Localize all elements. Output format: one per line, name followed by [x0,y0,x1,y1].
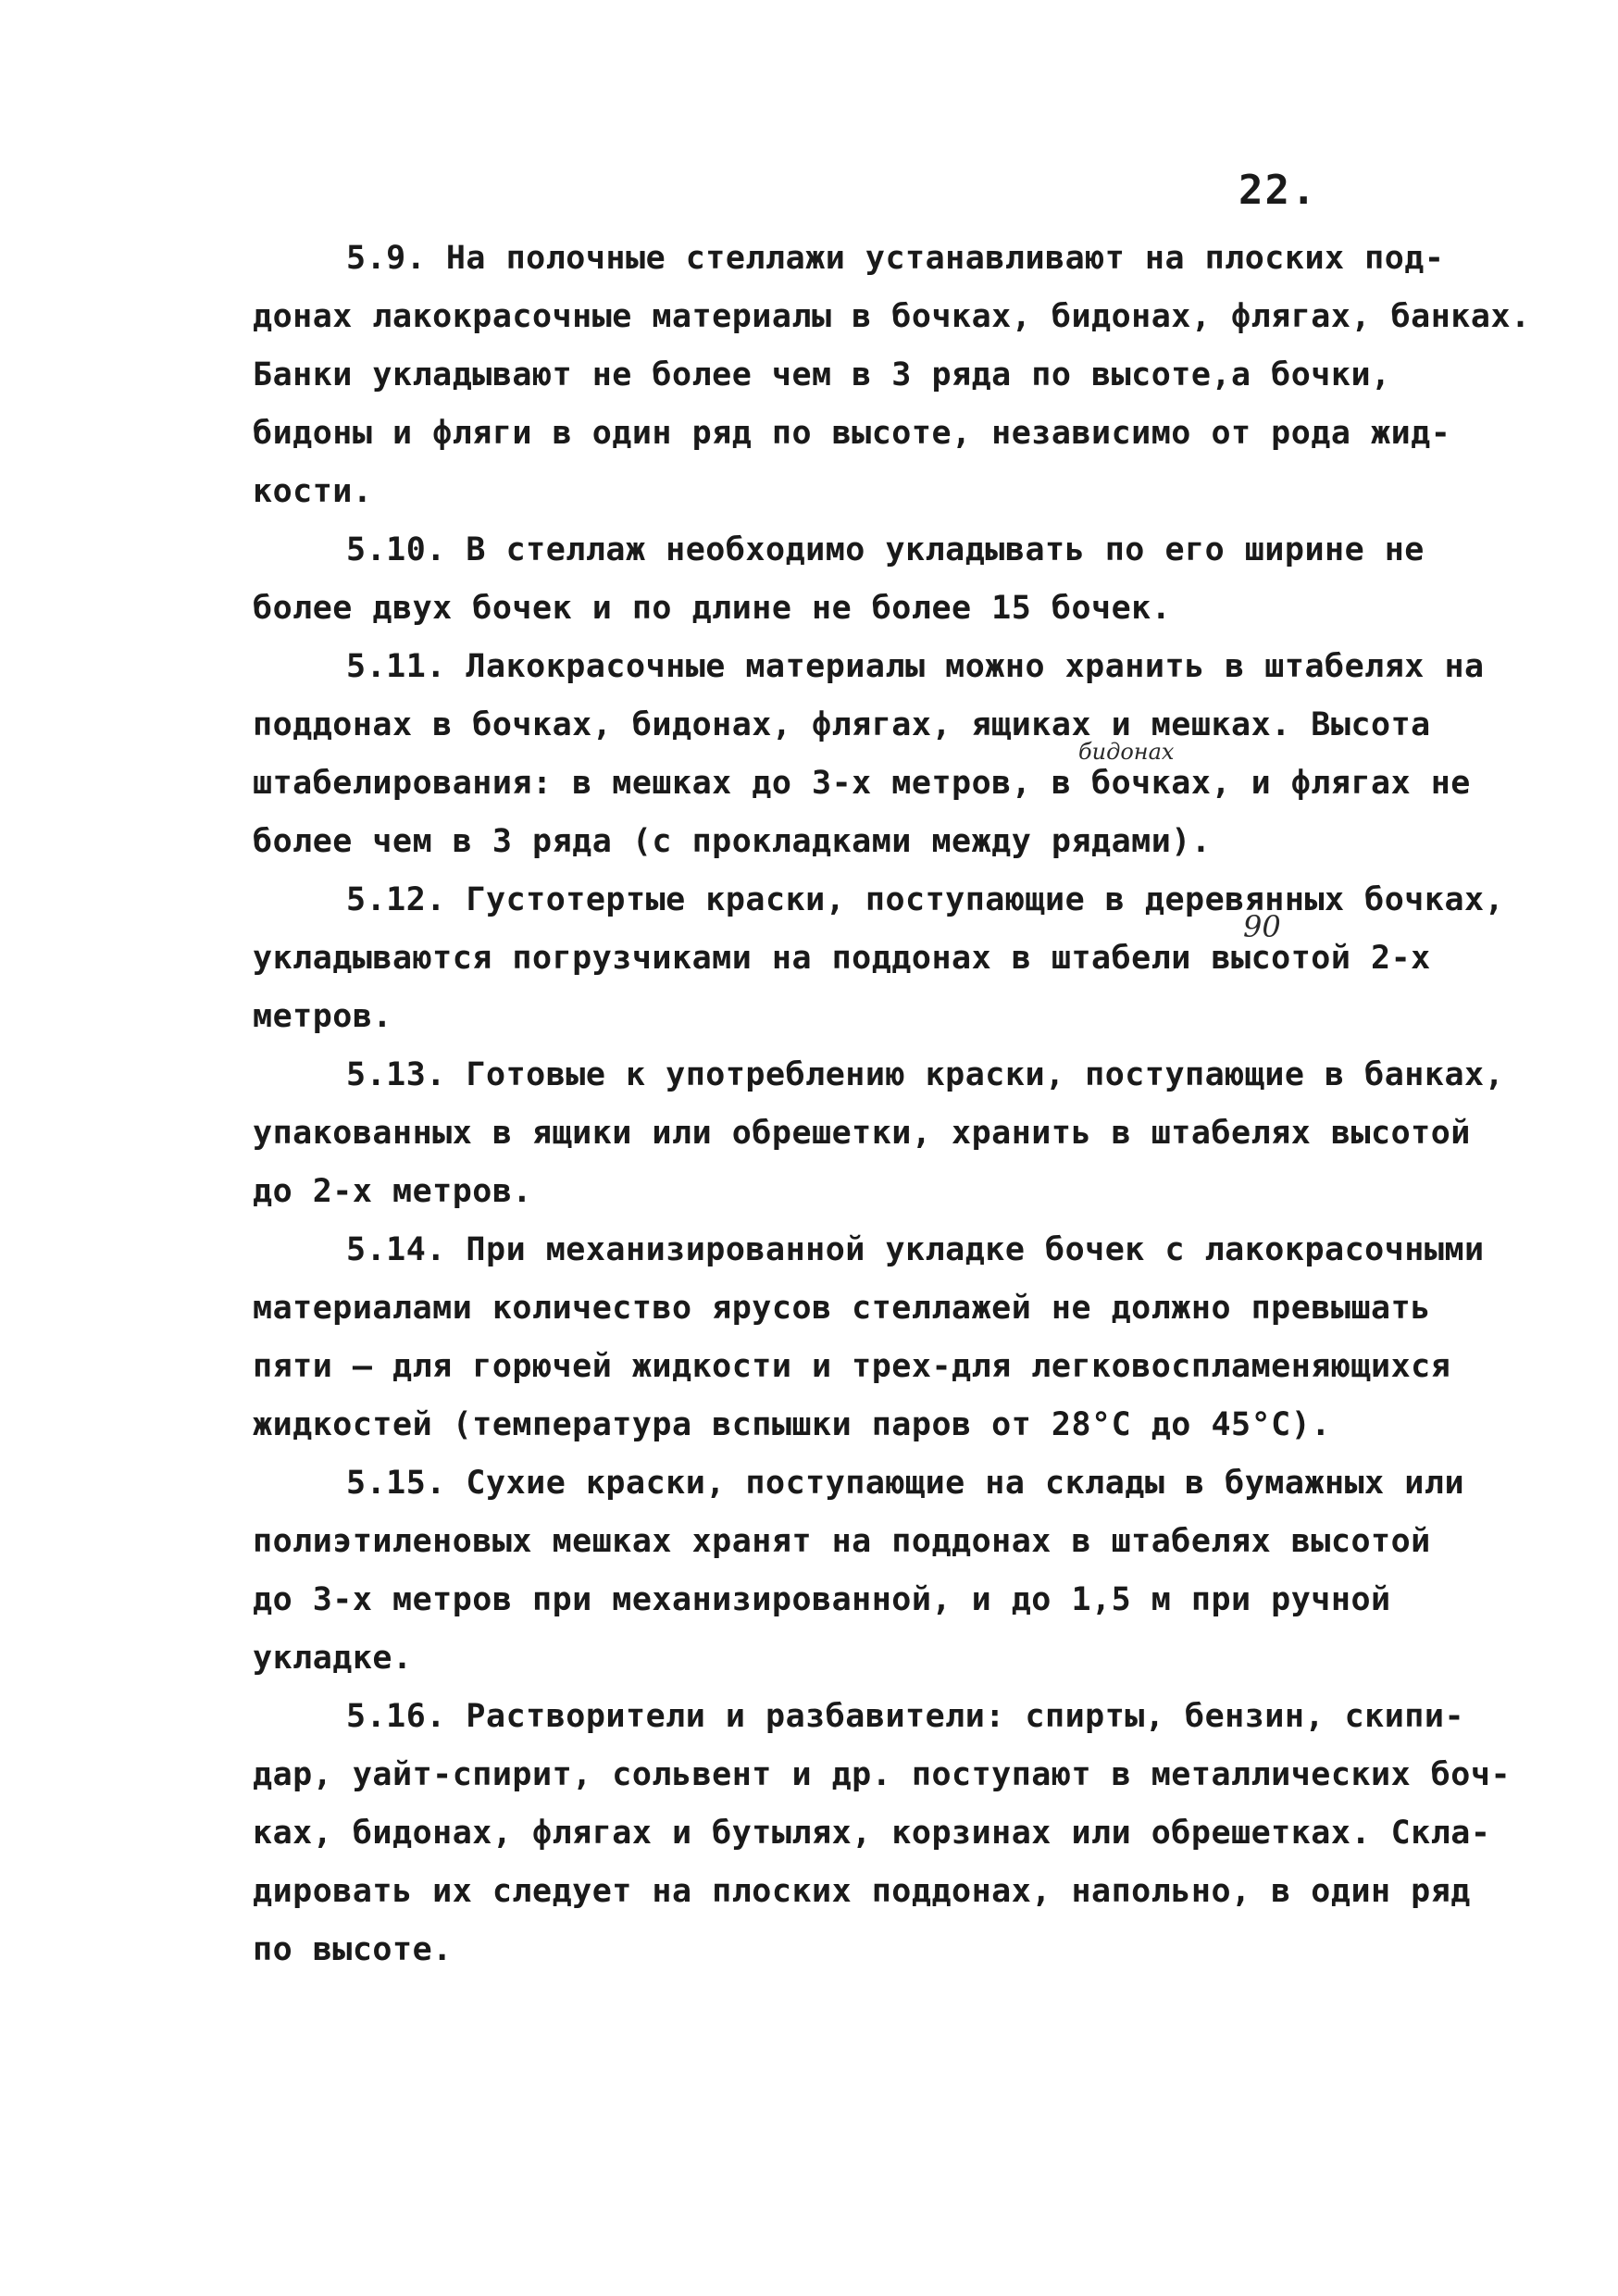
text-line: штабелирования: в мешках до 3-х метров, в бочках, и флягах не [253,765,1471,802]
text-line: донах лакокрасочные материалы в бочках, бидонах, флягах, банках. [253,298,1531,335]
text-line: укладываются погрузчиками на поддонах в штабели высотой 2-х [253,940,1431,977]
text-line: 5.14. При механизированной укладке бочек с лакокрасочными [346,1231,1485,1268]
text-line: 5.12. Густотертые краски, поступающие в деревянных бочках, [346,881,1505,918]
text-line: упакованных в ящики или обрешетки, хранить в штабелях высотой [253,1115,1471,1152]
text-line: Банки укладывают не более чем в 3 ряда по высоте,а бочки, [253,356,1391,393]
text-line: 5.15. Сухие краски, поступающие на склады в бумажных или [346,1465,1465,1502]
text-line: 5.16. Растворители и разбавители: спирты, бензин, скипи- [346,1698,1465,1735]
handwritten-note-bidonakh: бидонах [1078,739,1175,765]
text-line: поддонах в бочках, бидонах, флягах, ящиках и мешках. Высота [253,706,1431,743]
text-line: метров. [253,998,393,1035]
text-line: ках, бидонах, флягах и бутылях, корзинах или обрешетках. Скла- [253,1815,1491,1852]
text-line: жидкостей (температура вспышки паров от 28°C до 45°C). [253,1406,1331,1443]
text-line: более двух бочек и по длине не более 15 бочек. [253,590,1172,627]
text-line: 5.10. В стеллаж необходимо укладывать по его ширине не [346,531,1425,568]
text-line: 5.13. Готовые к употреблению краски, поступающие в банках, [346,1056,1505,1093]
text-line: до 2-х метров. [253,1173,533,1210]
text-line: пяти – для горючей жидкости и трех-для легковоспламеняющихся [253,1348,1451,1385]
page-number: 22. [1238,167,1318,214]
text-line: 5.11. Лакокрасочные материалы можно хранить в штабелях на [346,648,1485,685]
text-line: до 3-х метров при механизированной, и до 1,5 м при ручной [253,1581,1391,1618]
handwritten-note-90: 90 [1243,909,1281,944]
text-line: кости. [253,473,373,510]
text-line: полиэтиленовых мешках хранят на поддонах в штабелях высотой [253,1523,1431,1560]
text-line: укладке. [253,1640,413,1677]
text-line: дировать их следует на плоских поддонах, напольно, в один ряд [253,1873,1471,1910]
text-line: 5.9. На полочные стеллажи устанавливают на плоских под- [346,240,1445,277]
text-line: дар, уайт-спирит, сольвент и др. поступают в металлических боч- [253,1756,1512,1793]
text-line: по высоте. [253,1931,453,1968]
text-line: материалами количество ярусов стеллажей не должно превышать [253,1290,1431,1327]
text-line: более чем в 3 ряда (с прокладками между рядами). [253,823,1212,860]
text-line: бидоны и фляги в один ряд по высоте, независимо от рода жид- [253,415,1451,452]
